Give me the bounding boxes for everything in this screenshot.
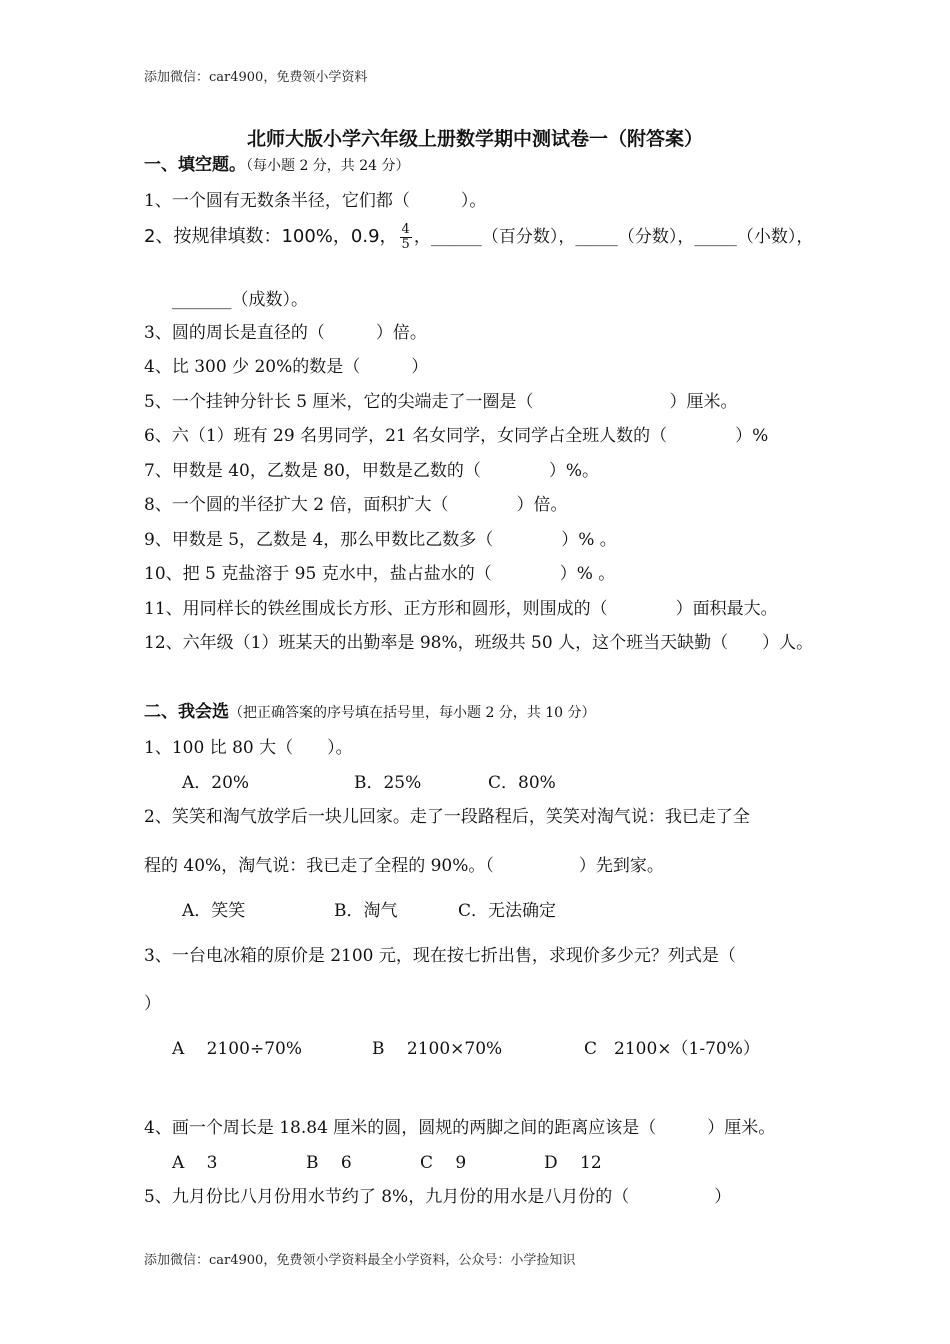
s2-q3-option-c: C 2100×（1-70%） <box>584 1039 760 1059</box>
fraction-denominator: 5 <box>401 237 410 252</box>
s2-question-2-line1: 2、笑笑和淘气放学后一块儿回家。走了一段路程后，笑笑对淘气说：我已走了全 <box>144 807 750 827</box>
s1-question-8: 8、一个圆的半径扩大 2 倍，面积扩大（ ）倍。 <box>144 495 568 515</box>
s1-question-12: 12、六年级（1）班某天的出勤率是 98%，班级共 50 人，这个班当天缺勤（ ）人。 <box>144 633 814 653</box>
footer-note: 添加微信：car4900，免费领小学资料最全小学资料，公众号：小学捡知识 <box>144 1253 576 1268</box>
s2-question-3-line2: ） <box>144 994 161 1014</box>
s2-q4-option-d: D 12 <box>544 1153 602 1173</box>
s2-q2-option-b: B．淘气 <box>334 901 398 921</box>
header-note: 添加微信：car4900，免费领小学资料 <box>144 70 368 85</box>
section2-heading <box>144 697 596 722</box>
s1-question-3: 3、圆的周长是直径的（ ）倍。 <box>144 323 427 343</box>
s2-question-2-line2: 程的 40%，淘气说：我已走了全程的 90%。（ ）先到家。 <box>144 856 664 876</box>
s2-q2-option-c: C．无法确定 <box>458 901 557 921</box>
section2-note: （把正确答案的序号填在括号里，每小题 2 分，共 10 分） <box>229 705 596 721</box>
section1-heading-text: 一、填空题。 <box>144 155 246 175</box>
section2-heading-text: 二、我会选 <box>144 702 229 722</box>
s1-question-10: 10、把 5 克盐溶于 95 克水中，盐占盐水的（ ）% 。 <box>144 564 616 584</box>
s2-q2-option-a: A．笑笑 <box>182 901 246 921</box>
s1-question-9: 9、甲数是 5，乙数是 4，那么甲数比乙数多（ ）% 。 <box>144 530 617 550</box>
s2-q1-option-a: A．20% <box>182 773 250 793</box>
s2-q1-option-c: C．80% <box>488 773 556 793</box>
s1-q2-suffix: ，______（百分数），_____（分数），_____（小数）， <box>413 227 814 247</box>
s1-question-1: 1、一个圆有无数条半径，它们都（ ）。 <box>144 191 487 211</box>
s2-q3-option-a: A 2100÷70% <box>172 1039 302 1059</box>
s1-question-4: 4、比 300 少 20%的数是（ ） <box>144 357 429 377</box>
s2-q4-option-b: B 6 <box>306 1153 352 1173</box>
section1-heading <box>144 150 410 175</box>
s1-question-7: 7、甲数是 40，乙数是 80，甲数是乙数的（ ）%。 <box>144 461 600 481</box>
s2-q3-option-b: B 2100×70% <box>372 1039 503 1059</box>
s1-question-6: 6、六（1）班有 29 名男同学，21 名女同学，女同学占全班人数的（ ）% <box>144 426 769 446</box>
s1-question-5: 5、一个挂钟分针长 5 厘米，它的尖端走了一圈是（ ）厘米。 <box>144 392 738 412</box>
section1-note: （每小题 2 分，共 24 分） <box>246 158 410 174</box>
s2-question-4: 4、画一个周长是 18.84 厘米的圆，圆规的两脚之间的距离应该是（ ）厘米。 <box>144 1118 776 1138</box>
s1-question-11: 11、用同样长的铁丝围成长方形、正方形和圆形，则围成的（ ）面积最大。 <box>144 599 778 619</box>
s2-q4-option-a: A 3 <box>172 1153 218 1173</box>
s2-question-1: 1、100 比 80 大（ ）。 <box>144 738 353 758</box>
s1-question-2 <box>144 222 813 252</box>
s2-q1-option-b: B．25% <box>354 773 422 793</box>
s1-q2-prefix: 2、按规律填数：100%，0.9， <box>144 226 398 247</box>
s2-q4-option-c: C 9 <box>420 1153 467 1173</box>
s2-question-3-line1: 3、一台电冰箱的原价是 2100 元，现在按七折出售，求现价多少元？列式是（ <box>144 946 736 966</box>
s1-question-2-line2: _______（成数）。 <box>172 290 308 310</box>
fraction-numerator: 4 <box>401 222 410 237</box>
s2-question-5: 5、九月份比八月份用水节约了 8%，九月份的用水是八月份的（ ） <box>144 1187 732 1207</box>
page-title: 北师大版小学六年级上册数学期中测试卷一（附答案） <box>246 128 703 150</box>
fraction <box>400 223 412 252</box>
